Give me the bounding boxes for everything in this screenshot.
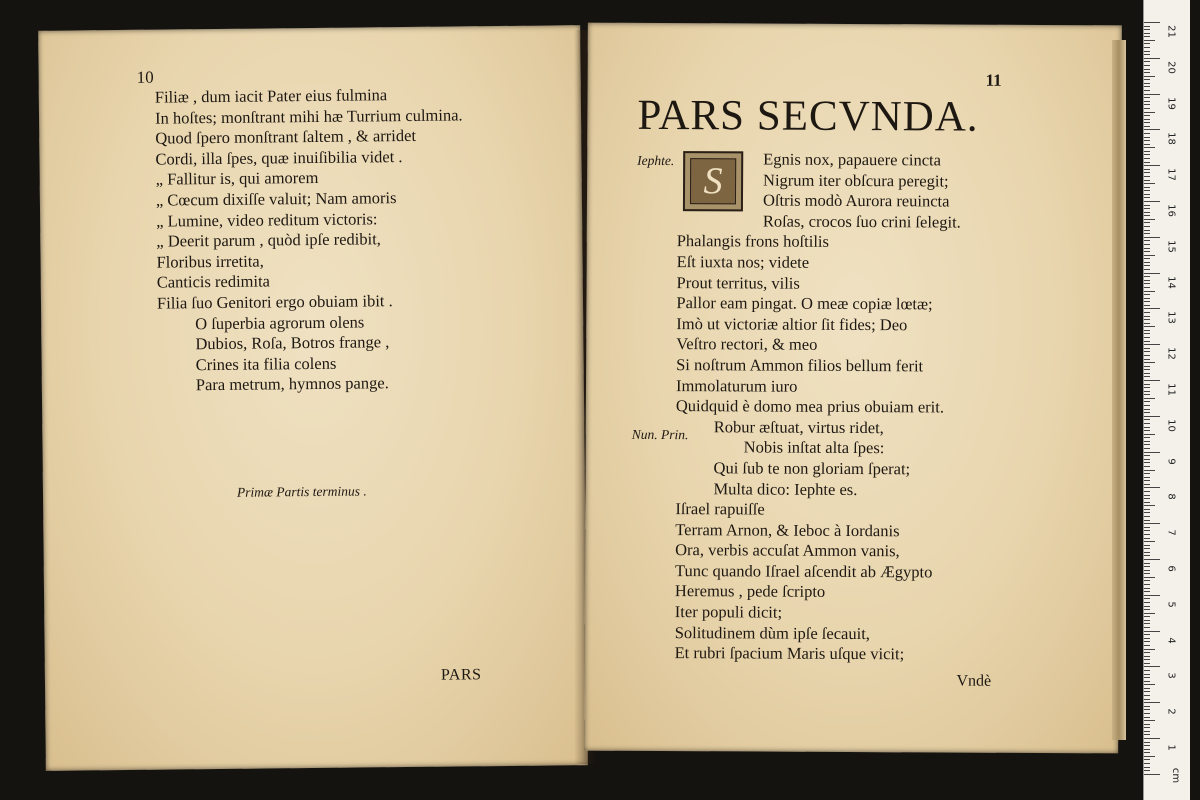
ruler-tick [1144, 401, 1150, 402]
ruler-tick [1144, 652, 1150, 653]
verse-line: Para metrum, hymnos pange. [195, 373, 389, 395]
ruler-tick [1144, 222, 1150, 223]
speaker-label-iephte: Iephte. [637, 152, 675, 169]
ruler-tick [1144, 51, 1150, 52]
ruler-tick [1144, 366, 1150, 367]
ruler-tick [1144, 165, 1160, 166]
ruler-tick [1144, 487, 1160, 488]
ruler-tick [1144, 244, 1150, 245]
ruler-tick [1144, 759, 1150, 760]
ruler-tick [1144, 54, 1150, 55]
ruler-tick [1144, 437, 1150, 438]
speaker-label-nun-prin: Nun. Prin. [631, 426, 689, 443]
ruler-tick [1144, 147, 1155, 148]
verse-line: Qui ſub te non gloriam ſperat; [713, 458, 911, 479]
verse-line: In hoſtes; monſtrant mihi hæ Turrium culmina. [154, 105, 463, 128]
ruler-tick [1144, 444, 1150, 445]
ruler-tick [1144, 516, 1150, 517]
ruler-tick [1144, 595, 1160, 596]
ruler-tick [1144, 588, 1150, 589]
ruler-tick [1144, 26, 1150, 27]
ruler-tick [1144, 319, 1150, 320]
ruler-number: 13 [1165, 311, 1177, 325]
ruler-tick [1144, 491, 1150, 492]
verse-line: Prout territus, vilis [676, 272, 800, 293]
ruler-tick [1144, 140, 1150, 141]
page-edge [1112, 40, 1126, 740]
ruler-tick [1144, 505, 1155, 506]
ruler-number: 4 [1165, 636, 1177, 644]
verse-line: Iter populi dicit; [674, 602, 783, 622]
verse-line: Veſtro rectori, & meo [676, 334, 818, 355]
ruler-tick [1144, 97, 1150, 98]
ruler-number: 1 [1165, 744, 1177, 751]
ruler-tick [1144, 40, 1155, 41]
ruler-tick [1144, 276, 1150, 277]
verse-line: Canticis redimita [156, 271, 271, 292]
ruler-tick [1144, 717, 1150, 718]
left-page [38, 25, 588, 771]
ruler-tick [1144, 452, 1160, 453]
ruler-tick [1144, 477, 1150, 478]
catchword-left: PARS [440, 666, 482, 684]
ruler-tick [1144, 162, 1150, 163]
ruler-tick [1144, 580, 1150, 581]
ruler-tick [1144, 305, 1150, 306]
ruler-tick [1144, 691, 1150, 692]
ruler-tick [1144, 774, 1160, 775]
ruler-tick [1144, 688, 1150, 689]
verse-line: Eſt iuxta nos; videte [676, 252, 810, 272]
ruler-tick [1144, 520, 1150, 521]
ruler-tick [1144, 649, 1155, 650]
colophon: Primæ Partis terminus . [236, 483, 367, 500]
verse-line: Iſrael rapuiſſe [675, 499, 765, 519]
ruler-tick [1144, 512, 1150, 513]
ruler-tick [1144, 176, 1150, 177]
verse-line: Oſtris modò Aurora reuincta [762, 190, 950, 211]
ruler-tick [1144, 484, 1150, 485]
ruler-tick [1144, 33, 1150, 34]
ruler-tick [1144, 734, 1150, 735]
ruler-tick [1144, 197, 1150, 198]
ruler-tick [1144, 208, 1150, 209]
verse-line: „ Lumine, video reditum victoris: [156, 208, 378, 231]
ruler-tick [1144, 394, 1150, 395]
verse-line: Cordi, illa ſpes, quæ inuiſibilia videt . [155, 146, 403, 169]
ruler-tick [1144, 677, 1150, 678]
ruler-tick [1144, 495, 1150, 496]
ruler-tick [1144, 412, 1150, 413]
ruler-tick [1144, 656, 1150, 657]
ruler-tick [1144, 83, 1150, 84]
ruler-tick [1144, 570, 1150, 571]
catchword-right: Vndè [956, 672, 992, 690]
verse-line: Ora, verbis accuſat Ammon vanis, [675, 540, 900, 561]
ruler-tick [1144, 251, 1150, 252]
ruler-tick [1144, 387, 1150, 388]
right-page-number: 11 [985, 70, 1002, 90]
ruler-number: 9 [1165, 457, 1177, 465]
section-heading: PARS SECVNDA. [637, 91, 979, 141]
right-page [584, 23, 1122, 754]
ruler-tick [1144, 405, 1150, 406]
ruler-tick [1144, 623, 1150, 624]
verse-line: Et rubri ſpacium Maris uſque vicit; [674, 643, 905, 664]
ruler-number: 17 [1165, 168, 1177, 182]
ruler-tick [1144, 104, 1150, 105]
ruler-tick [1144, 326, 1155, 327]
ruler-number: 15 [1165, 239, 1177, 253]
ruler-tick [1144, 684, 1155, 685]
ruler-tick [1144, 584, 1150, 585]
ruler-tick [1144, 154, 1150, 155]
verse-line: „ Fallitur is, qui amorem [155, 168, 319, 190]
ruler-tick [1144, 180, 1150, 181]
ruler-number: 8 [1165, 493, 1177, 501]
ruler-tick [1144, 674, 1150, 675]
verse-line: Immolaturum iuro [675, 375, 798, 396]
verse-line: Roſas, crocos ſuo crini ſelegit. [762, 211, 961, 232]
verse-line: Filia ſuo Genitori ergo obuiam ibit . [156, 291, 393, 313]
ruler-tick [1144, 169, 1150, 170]
ruler-tick [1144, 76, 1155, 77]
ruler-tick [1144, 115, 1150, 116]
verse-line: Quod ſpero monſtrant ſaltem , & arridet [155, 126, 417, 148]
ruler-tick [1144, 255, 1155, 256]
ruler-tick [1144, 190, 1150, 191]
verse-line: Pallor eam pingat. O meæ copiæ lœtæ; [676, 293, 933, 314]
ruler-tick [1144, 709, 1150, 710]
ruler-tick [1144, 344, 1160, 345]
ruler-tick [1144, 126, 1150, 127]
verse-line: Floribus irretita, [156, 251, 264, 272]
ruler-tick [1144, 641, 1150, 642]
ruler-unit: cm [1170, 767, 1182, 784]
ruler-tick [1144, 555, 1150, 556]
ruler-tick [1144, 541, 1155, 542]
ruler-tick [1144, 745, 1150, 746]
ruler-tick [1144, 308, 1160, 309]
ruler-number: 5 [1165, 601, 1177, 608]
ruler-tick [1144, 301, 1150, 302]
ruler-tick [1144, 29, 1150, 30]
ruler-tick [1144, 333, 1150, 334]
ruler-tick [1144, 341, 1150, 342]
ruler-tick [1144, 362, 1155, 363]
ruler-tick [1144, 419, 1150, 420]
ruler-tick [1144, 273, 1160, 274]
ruler-tick [1144, 215, 1150, 216]
ruler-tick [1144, 727, 1150, 728]
ruler-tick [1144, 323, 1150, 324]
ruler-tick [1144, 713, 1150, 714]
verse-line: Terram Arnon, & Ieboc à Iordanis [675, 519, 900, 540]
ruler-tick [1144, 129, 1160, 130]
ruler-tick [1144, 258, 1150, 259]
ruler-tick [1144, 538, 1150, 539]
ruler-tick [1144, 348, 1150, 349]
ruler-number: 18 [1165, 132, 1177, 146]
ruler-tick [1144, 86, 1150, 87]
ruler-tick [1144, 316, 1150, 317]
ruler-tick [1144, 742, 1150, 743]
ruler-tick [1144, 187, 1150, 188]
ruler-tick [1144, 226, 1150, 227]
ruler-tick [1144, 480, 1150, 481]
ruler-tick [1144, 591, 1150, 592]
ruler-tick [1144, 749, 1150, 750]
ruler-tick [1144, 502, 1150, 503]
ruler-tick [1144, 613, 1155, 614]
ruler-tick [1144, 172, 1150, 173]
ruler-tick [1144, 133, 1150, 134]
ruler-tick [1144, 702, 1160, 703]
ruler-tick [1144, 376, 1150, 377]
ruler-tick [1144, 240, 1150, 241]
ruler-tick [1144, 144, 1150, 145]
ruler-tick [1144, 380, 1160, 381]
ruler-tick [1144, 122, 1150, 123]
ruler-tick [1144, 384, 1150, 385]
ruler-tick [1144, 137, 1150, 138]
ruler-tick [1144, 552, 1150, 553]
ruler-tick [1144, 763, 1150, 764]
ruler-tick [1144, 498, 1150, 499]
ruler-tick [1144, 767, 1150, 768]
ruler-tick [1144, 36, 1150, 37]
ruler-tick [1144, 598, 1150, 599]
right-verse [675, 149, 962, 665]
ruler-tick [1144, 602, 1150, 603]
verse-line: Quidquid è domo mea prius obuiam erit. [675, 396, 945, 417]
left-page-number: 10 [136, 67, 154, 87]
ruler-number: 20 [1165, 60, 1177, 74]
ruler-tick [1144, 355, 1150, 356]
ruler-tick [1144, 359, 1150, 360]
ruler-tick [1144, 534, 1150, 535]
ruler-tick [1144, 265, 1150, 266]
ruler-tick [1144, 94, 1160, 95]
ruler-tick [1144, 563, 1150, 564]
ruler-number: 19 [1165, 96, 1177, 110]
ruler-tick [1144, 194, 1150, 195]
ruler-tick [1144, 530, 1150, 531]
ruler-tick [1144, 237, 1160, 238]
ruler-tick [1144, 609, 1150, 610]
ruler-number: 7 [1165, 529, 1177, 536]
ruler-number: 2 [1165, 708, 1177, 715]
ruler-tick [1144, 151, 1150, 152]
ruler-tick [1144, 724, 1150, 725]
ruler-number: 3 [1165, 672, 1177, 680]
ruler-number: 12 [1165, 347, 1177, 361]
measuring-ruler [1143, 0, 1190, 800]
ruler-tick [1144, 312, 1150, 313]
ruler-tick [1144, 287, 1150, 288]
ruler-number: 6 [1165, 565, 1177, 572]
verse-line: Egnis nox, papauere cincta [763, 149, 942, 170]
ruler-tick [1144, 212, 1150, 213]
ruler-tick [1144, 72, 1150, 73]
ruler-tick [1144, 369, 1150, 370]
ruler-tick [1144, 616, 1150, 617]
ruler-tick [1144, 262, 1150, 263]
ruler-tick [1144, 441, 1150, 442]
ruler-tick [1144, 455, 1150, 456]
ruler-tick [1144, 548, 1150, 549]
ruler-tick [1144, 527, 1150, 528]
ruler-tick [1144, 627, 1150, 628]
ruler-tick [1144, 731, 1150, 732]
ruler-tick [1144, 298, 1150, 299]
verse-line: Nigrum iter obſcura peregit; [763, 170, 949, 191]
ruler-number: 10 [1165, 418, 1177, 432]
ruler-tick [1144, 663, 1150, 664]
ruler-tick [1144, 22, 1160, 23]
ruler-tick [1144, 720, 1155, 721]
verse-line: Filiæ , dum iacit Pater eius fulmina [154, 85, 388, 107]
ruler-tick [1144, 205, 1150, 206]
ruler-tick [1144, 409, 1150, 410]
ruler-tick [1144, 631, 1160, 632]
ruler-tick [1144, 645, 1150, 646]
ruler-tick [1144, 219, 1155, 220]
ruler-tick [1144, 573, 1150, 574]
verse-line: Imò ut victoriæ altior ſit fides; Deo [676, 313, 908, 335]
ruler-tick [1144, 523, 1160, 524]
ruler-tick [1144, 670, 1150, 671]
ruler-tick [1144, 201, 1160, 202]
ruler-tick [1144, 770, 1150, 771]
ruler-tick [1144, 466, 1150, 467]
verse-line: Heremus , pede ſcripto [674, 581, 826, 602]
ruler-tick [1144, 738, 1160, 739]
ruler-tick [1144, 423, 1150, 424]
verse-line: Crines ita filia colens [195, 353, 337, 374]
ruler-tick [1144, 108, 1150, 109]
ruler-tick [1144, 58, 1160, 59]
ruler-tick [1144, 699, 1150, 700]
verse-line: Robur æſtuat, virtus ridet, [713, 416, 884, 437]
ruler-tick [1144, 577, 1155, 578]
ruler-tick [1144, 79, 1150, 80]
ruler-tick [1144, 280, 1150, 281]
ruler-tick [1144, 183, 1155, 184]
ruler-tick [1144, 351, 1150, 352]
ruler-tick [1144, 681, 1150, 682]
ruler-tick [1144, 248, 1150, 249]
ruler-tick [1144, 448, 1150, 449]
ruler-tick [1144, 756, 1155, 757]
ruler-tick [1144, 294, 1150, 295]
ruler-tick [1144, 90, 1150, 91]
ruler-tick [1144, 337, 1150, 338]
left-verse [155, 84, 466, 396]
ruler-tick [1144, 283, 1150, 284]
ruler-tick [1144, 61, 1150, 62]
ruler-tick [1144, 427, 1150, 428]
ruler-tick [1144, 291, 1155, 292]
ruler-tick [1144, 752, 1150, 753]
ruler-tick [1144, 233, 1150, 234]
ruler-tick [1144, 269, 1150, 270]
verse-line: „ Cœcum dixiſſe valuit; Nam amoris [155, 188, 397, 210]
ruler-tick [1144, 69, 1150, 70]
ruler-tick [1144, 47, 1150, 48]
ruler-number: 11 [1165, 383, 1177, 396]
verse-line: O ſuperbia agrorum olens [195, 311, 365, 333]
ruler-tick [1144, 112, 1155, 113]
ruler-tick [1144, 391, 1150, 392]
ruler-tick [1144, 65, 1150, 66]
ruler-tick [1144, 416, 1160, 417]
ruler-tick [1144, 459, 1150, 460]
verse-line: Dubios, Roſa, Botros frange , [195, 332, 390, 354]
verse-line: Phalangis frons hoſtilis [676, 231, 829, 252]
ruler-tick [1144, 473, 1150, 474]
verse-line: „ Deerit parum , quòd ipſe redibit, [156, 229, 381, 251]
initial-letter: S [690, 158, 736, 204]
ruler-tick [1144, 158, 1150, 159]
ruler-tick [1144, 43, 1150, 44]
ruler-tick [1144, 230, 1150, 231]
ruler-number: 16 [1165, 204, 1177, 217]
ruler-tick [1144, 470, 1155, 471]
ruler-number: 21 [1165, 25, 1177, 38]
verse-line: Multa dico: Iephte es. [713, 478, 858, 499]
ruler-tick [1144, 509, 1150, 510]
verse-line: Nobis inſtat alta ſpes: [743, 437, 885, 458]
ruler-tick [1144, 659, 1150, 660]
ruler-tick [1144, 706, 1150, 707]
ruler-number: 14 [1165, 275, 1177, 289]
ruler-tick [1144, 462, 1150, 463]
ruler-tick [1144, 559, 1160, 560]
ruler-tick [1144, 638, 1150, 639]
ruler-tick [1144, 434, 1155, 435]
ruler-tick [1144, 373, 1150, 374]
ruler-tick [1144, 101, 1150, 102]
ruler-tick [1144, 620, 1150, 621]
verse-line: Si noſtrum Ammon filios bellum ferit [676, 355, 924, 376]
ruler-tick [1144, 666, 1160, 667]
ruler-tick [1144, 634, 1150, 635]
ruler-tick [1144, 430, 1150, 431]
verse-line: Tunc quando Iſrael aſcendit ab Ægypto [674, 560, 933, 582]
ruler-tick [1144, 566, 1150, 567]
ruler-tick [1144, 545, 1150, 546]
ruler-tick [1144, 606, 1150, 607]
ruler-tick [1144, 119, 1150, 120]
ruler-tick [1144, 695, 1150, 696]
verse-line: Solitudinem dùm ipſe ſecauit, [674, 622, 871, 643]
ruler-tick [1144, 398, 1155, 399]
ruler-tick [1144, 330, 1150, 331]
